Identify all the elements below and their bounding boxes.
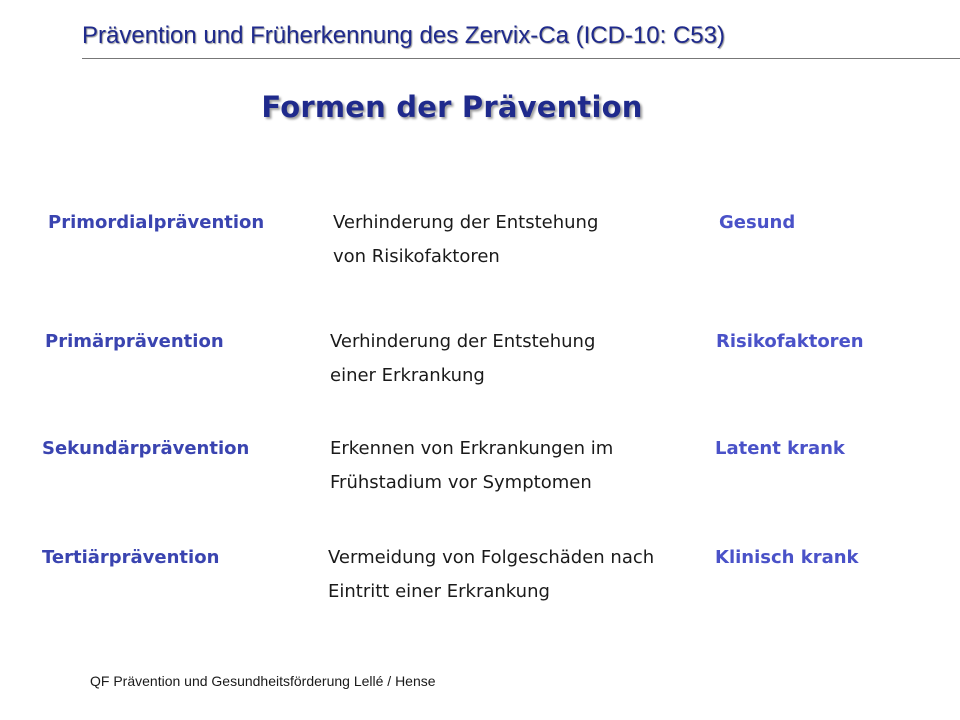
desc-line: Verhinderung der Entstehung xyxy=(330,331,596,352)
state-primary: Risikofaktoren xyxy=(716,331,864,352)
term-secondary: Sekundärprävention xyxy=(42,438,250,459)
state-tertiary: Klinisch krank xyxy=(715,547,859,568)
state-secondary: Latent krank xyxy=(715,438,845,459)
term-primordial: Primordialprävention xyxy=(48,212,265,233)
slide-heading: Formen der Prävention xyxy=(261,90,643,124)
desc-line: Vermeidung von Folgeschäden nach xyxy=(328,547,655,568)
desc-primary xyxy=(330,325,595,393)
header-divider xyxy=(82,58,960,59)
footer-text: QF Prävention und Gesundheitsförderung Lellé / Hense xyxy=(90,673,436,689)
desc-line: Frühstadium vor Symptomen xyxy=(330,472,592,493)
desc-line: von Risikofaktoren xyxy=(333,246,500,267)
desc-line: Erkennen von Erkrankungen im xyxy=(330,438,614,459)
desc-tertiary xyxy=(328,541,654,609)
desc-secondary xyxy=(330,432,613,500)
desc-line: einer Erkrankung xyxy=(330,365,485,386)
desc-line: Verhinderung der Entstehung xyxy=(333,212,599,233)
term-primary: Primärprävention xyxy=(45,331,224,352)
term-tertiary: Tertiärprävention xyxy=(42,547,220,568)
state-primordial: Gesund xyxy=(719,212,796,233)
header-title: Prävention und Früherkennung des Zervix-Ca (ICD-10: C53) xyxy=(82,22,725,49)
desc-line: Eintritt einer Erkrankung xyxy=(328,581,550,602)
desc-primordial xyxy=(333,206,598,274)
